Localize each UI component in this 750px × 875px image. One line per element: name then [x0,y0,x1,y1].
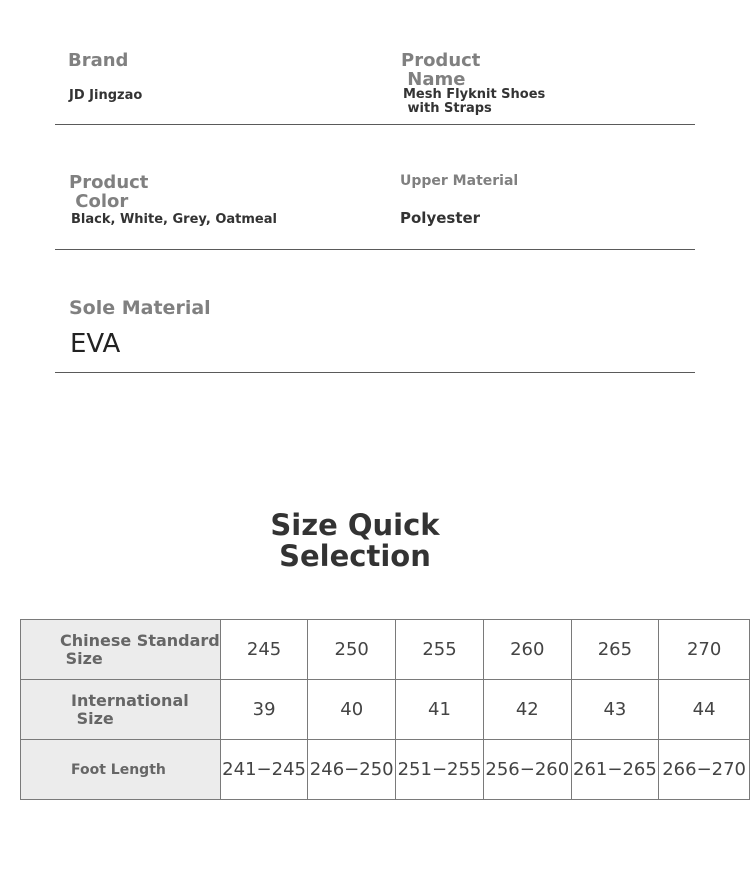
brand-value: JD Jingzao [69,88,143,103]
table-cell: 42 [483,680,571,740]
row-header: Chinese Standard Size [21,620,221,680]
product-name-label: Product Name [401,50,481,90]
table-cell: 41 [396,680,484,740]
divider [55,372,695,373]
table-cell: 260 [483,620,571,680]
row-header: International Size [21,680,221,740]
table-cell: 250 [308,620,396,680]
table-cell: 256−260 [483,740,571,800]
table-cell: 261−265 [571,740,659,800]
brand-label: Brand [68,50,129,71]
table-cell: 43 [571,680,659,740]
table-cell: 44 [659,680,750,740]
table-row [21,620,750,680]
row-header: Foot Length [21,740,221,800]
table-cell: 266−270 [659,740,750,800]
size-section-title: Size Quick Selection [270,508,440,573]
product-name-value: Mesh Flyknit Shoes with Straps [403,87,546,116]
table-cell: 270 [659,620,750,680]
table-cell: 265 [571,620,659,680]
product-color-label: Product Color [69,172,149,212]
size-table [20,619,750,800]
table-cell: 246−250 [308,740,396,800]
product-color-value: Black, White, Grey, Oatmeal [71,212,277,227]
divider [55,249,695,250]
sole-material-value: EVA [70,329,121,359]
table-row [21,680,750,740]
table-row [21,740,750,800]
upper-material-value: Polyester [400,209,481,227]
table-cell: 251−255 [396,740,484,800]
table-cell: 241−245 [220,740,308,800]
sole-material-label: Sole Material [69,297,211,319]
table-cell: 39 [220,680,308,740]
table-cell: 40 [308,680,396,740]
table-cell: 245 [220,620,308,680]
table-cell: 255 [396,620,484,680]
divider [55,124,695,125]
upper-material-label: Upper Material [400,173,519,189]
